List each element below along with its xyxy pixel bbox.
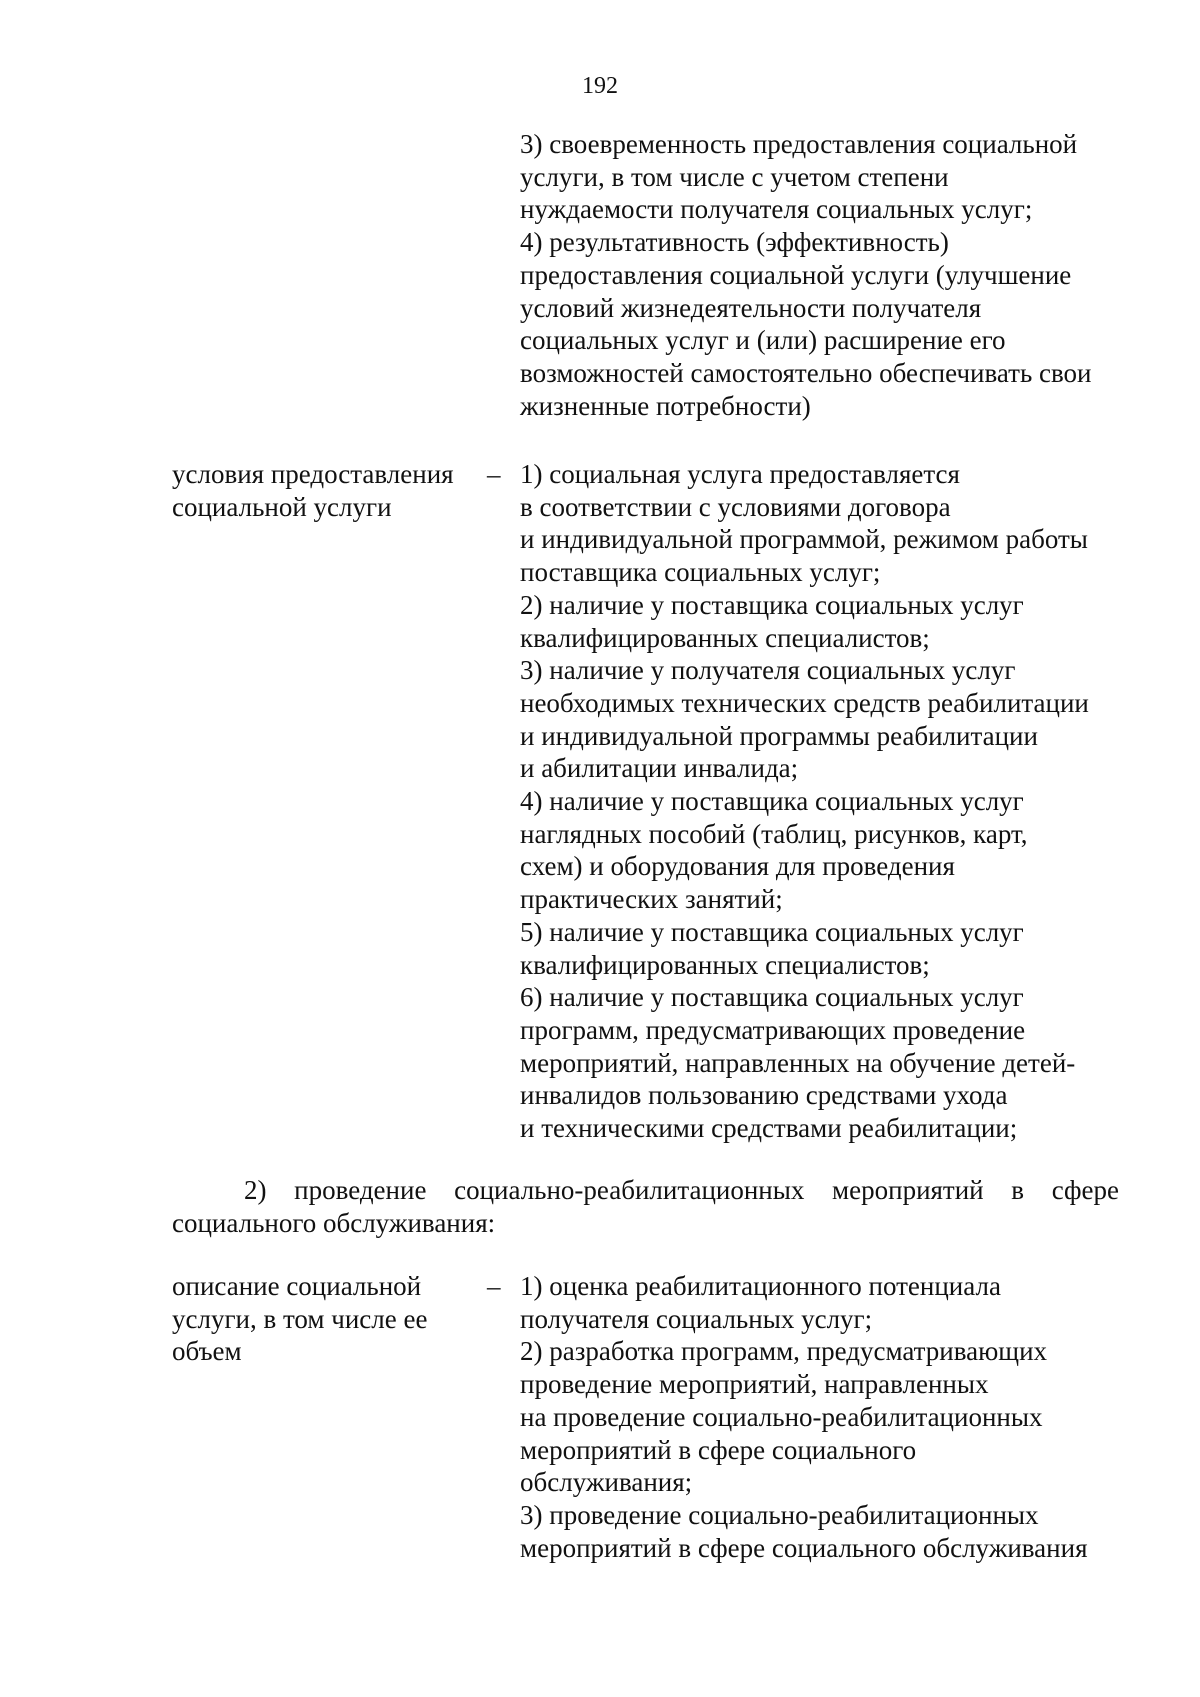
- heading-line: социального обслуживания:: [172, 1207, 496, 1238]
- text-line: мероприятий, направленных на обучение детей-: [520, 1047, 1076, 1078]
- text-line: и индивидуальной программой, режимом работы: [520, 524, 1088, 555]
- text-line: практических занятий;: [520, 884, 783, 915]
- text-line: нуждаемости получателя социальных услуг;: [520, 194, 1033, 225]
- text-line: 3) наличие у получателя социальных услуг: [520, 655, 1016, 686]
- text-line: получателя социальных услуг;: [520, 1303, 873, 1334]
- text-line: 2) наличие у поставщика социальных услуг: [520, 589, 1024, 620]
- text-line: социальных услуг и (или) расширение его: [520, 325, 1006, 356]
- label-line: услуги, в том числе ее: [172, 1303, 428, 1334]
- text-line: и абилитации инвалида;: [520, 753, 799, 784]
- dash-separator: –: [487, 1271, 501, 1301]
- text-line: 2) разработка программ, предусматривающих: [520, 1336, 1048, 1367]
- conditions-label: [172, 458, 482, 523]
- text-line: и индивидуальной программы реабилитации: [520, 720, 1038, 751]
- label-line: условия предоставления: [172, 459, 454, 489]
- text-line: 4) результативность (эффективность): [520, 227, 949, 258]
- text-line: 1) оценка реабилитационного потенциала: [520, 1271, 1001, 1301]
- text-line: возможностей самостоятельно обеспечивать свои: [520, 357, 1092, 388]
- text-line: необходимых технических средств реабилитации: [520, 687, 1089, 718]
- text-line: мероприятий в сфере социального: [520, 1434, 917, 1465]
- label-line: объем: [172, 1336, 242, 1367]
- text-line: программ, предусматривающих проведение: [520, 1014, 1026, 1045]
- text-line: и техническими средствами реабилитации;: [520, 1113, 1018, 1144]
- text-line: поставщика социальных услуг;: [520, 557, 881, 588]
- text-line: обслуживания;: [520, 1467, 693, 1498]
- quality-criteria-text: [520, 128, 1120, 422]
- text-line: 3) проведение социально-реабилитационных: [520, 1499, 1039, 1530]
- text-line: мероприятий в сфере социального обслуживания: [520, 1532, 1088, 1563]
- section-heading: [172, 1174, 1119, 1239]
- text-line: в соответствии с условиями договора: [520, 491, 951, 522]
- text-line: схем) и оборудования для проведения: [520, 851, 955, 882]
- text-line: 6) наличие у поставщика социальных услуг: [520, 982, 1024, 1013]
- text-line: инвалидов пользованию средствами ухода: [520, 1080, 1008, 1111]
- text-line: 3) своевременность предоставления социальной: [520, 129, 1078, 159]
- label-line: описание социальной: [172, 1271, 422, 1301]
- label-line: социальной услуги: [172, 491, 392, 522]
- heading-line: 2) проведение социально-реабилитационных мероприятий в сфере: [244, 1175, 1119, 1205]
- text-line: квалифицированных специалистов;: [520, 949, 930, 980]
- text-line: условий жизнедеятельности получателя: [520, 292, 982, 323]
- page-number: 192: [582, 73, 618, 99]
- text-line: услуги, в том числе с учетом степени: [520, 161, 949, 192]
- text-line: 4) наличие у поставщика социальных услуг: [520, 786, 1024, 817]
- description-text: [520, 1270, 1120, 1564]
- text-line: на проведение социально-реабилитационных: [520, 1401, 1043, 1432]
- text-line: 1) социальная услуга предоставляется: [520, 459, 960, 489]
- text-line: проведение мероприятий, направленных: [520, 1369, 989, 1400]
- text-line: 5) наличие у поставщика социальных услуг: [520, 916, 1024, 947]
- text-line: предоставления социальной услуги (улучшение: [520, 259, 1072, 290]
- text-line: наглядных пособий (таблиц, рисунков, карт,: [520, 818, 1028, 849]
- description-label: [172, 1270, 482, 1368]
- text-line: жизненные потребности): [520, 390, 811, 421]
- text-line: квалифицированных специалистов;: [520, 622, 930, 653]
- dash-separator: –: [487, 459, 501, 489]
- conditions-text: [520, 458, 1120, 1145]
